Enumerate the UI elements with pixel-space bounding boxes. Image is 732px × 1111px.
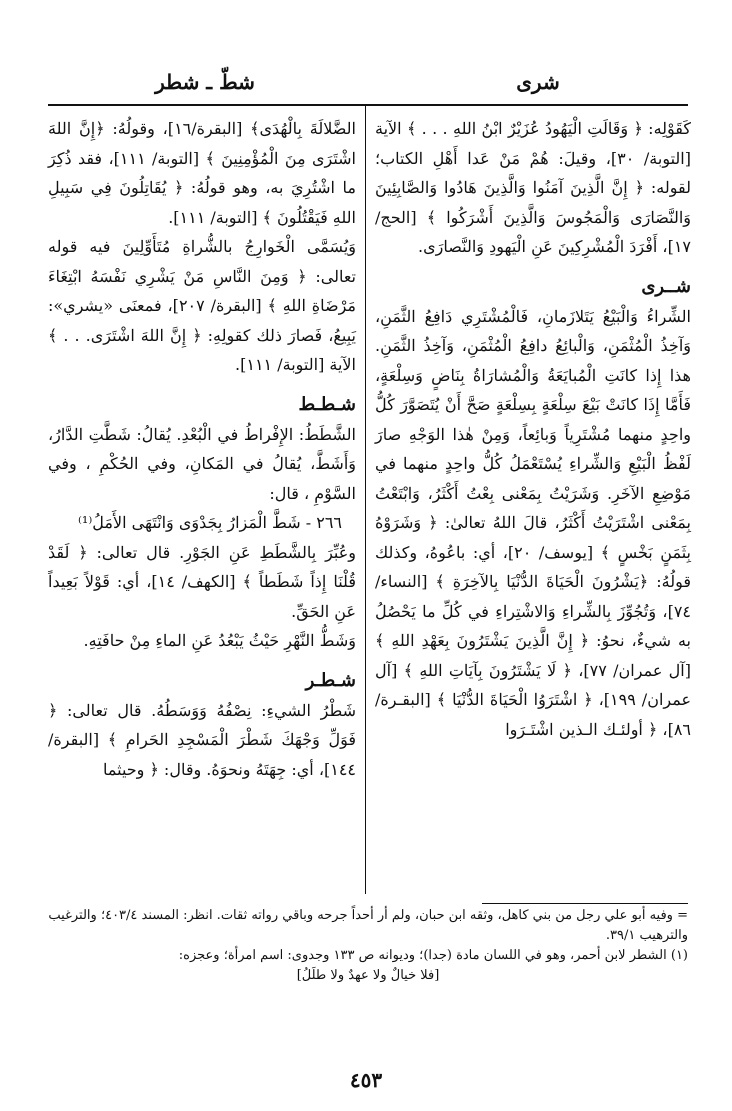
poetry-verse: ٢٦٦ - شَطَّ الْمَزارُ بِجَدْوَى وَانْتَهَى الأَمَلُ⁽¹⁾ [77, 513, 342, 532]
right-intro-paragraph: كَقَوْلِه: ﴿ وَقَالَتِ الْيَهُودُ عُزَيْرٌ ابْنُ اللهِ . . . ﴾ الآية [التوبة/ ٣٠]، وقيلَ: هُمْ مَنْ عَدا أَهْلِ الكتاب؛ لقوله: ﴿ إِنَّ الَّذِينَ آمَنُوا وَالَّذِينَ هَادُوا وَالصَّابِئِينَ وَالنَّصَارَى وَالْمَجُوسَ وَالَّذِينَ أَشْرَكُوا ﴾ [الحج/ ١٧]، أَفْرَدَ الْمُشْرِكِينَ عَنِ الْيَهودِ وَالنَّصارَى. [375, 119, 691, 256]
footnote-1-verse: [فلا خيالٌ ولا عهدٌ ولا طلَلُ] [296, 968, 440, 983]
footnote-continued: = وفيه أبو علي رجل من بني كاهل، وثقه ابن حبان، ولم أر أحداً جرحه وباقي رواته ثقات. انظر: المسند ٤٠٣/٤؛ والترغيب والترهيب ٣٩/١. [48, 908, 688, 943]
running-header-right: شرى [516, 70, 560, 94]
footnote-1: (١) الشطر لابن أحمر، وهو في اللسان مادة (جدا)؛ وديوانه ص ١٣٣ وجدوى: اسم امرأة؛ وعجزه: [178, 948, 688, 963]
shara-entry-body: الشِّراءُ وَالْبَيْعُ يَتَلازَمانِ، فَالْمُشْتَرِي دَافِعُ الثَّمَنِ، وَآخِذُ الْمُثْمَنِ، وَالْبائِعُ دافِعُ الْمُثْمَنِ، وَآخِذُ الثَّمَنِ. هذا إِذا كانَتِ الْمُبايَعَةُ وَالْمُشارَاةُ بِنَاضٍ وَسِلْعَةٍ، فَأَمَّا إِذَا كانَتْ بَيْعَ سِلْعَةٍ بِسِلْعَةٍ صَحَّ أَنْ يُتَصَوَّرَ كُلُّ واحِدٍ منهما مُشْتَرِياً وَبائِعاً، وَمِنْ هٰذا الوَجْهِ صارَ لَفْظُ الْبَيْعِ وَالشِّراءِ يُسْتَعْمَلُ كُلُّ واحِدٍ منهما في مَوْضِعِ الآخَرِ. وَشَرَيْتُ بِمَعْنى بِعْتُ أَكْثَرُ، وَابْتَعْتُ بِمَعْنى اشْتَرَيْتُ أَكْثَرُ، قالَ اللهُ تعالىٰ: ﴿ وَشَرَوْهُ بِثَمَنٍ بَخْسٍ ﴾ [يوسف/ ٢٠]، أي: باعُوهُ، وكذلك قولُهُ: ﴿يَشْرُونَ الْحَيَاةَ الدُّنْيَا بِالآخِرَةِ ﴾ [النساء/ ٧٤]، وَتُجُوِّزَ بِالشِّراءِ وَالاشْتِراءِ في كُلِّ ما يَحْصُلُ به شيءٌ، نحوُ: ﴿ إِنَّ الَّذِينَ يَشْتَرُونَ بِعَهْدِ اللهِ ﴾ [آل عمران/ ٧٧]، ﴿ لَا يَشْتَرُونَ بِآيَاتِ اللهِ ﴾ [آل عمران/ ١٩٩]، ﴿ اشْتَرَوُا الْحَيَاةَ الدُّنْيَا ﴾ [البقـرة/ ٨٦]، ﴿ أولئـك الـذين اشْتَـرَوا [375, 306, 692, 739]
right-column [375, 114, 691, 744]
header-rule [48, 104, 688, 106]
khawarij-paragraph: وَيُسَمَّى الْخَوارِجُ بالشُّراةِ مُتَأَوِّلِينَ فيه قوله تعالى: ﴿ وَمِنَ النَّاسِ مَنْ يَشْرِي نَفْسَهُ ابْتِغَاءَ مَرْضَاةِ اللهِ ﴾ [البقرة/ ٢٠٧]، فمعنَى «يشري»: يَبِيعُ، فَصارَ ذلك كقولِهِ: ﴿ إِنَّ اللهَ اشْتَرَى. . . ﴾ الآية [التوبة/ ١١١]. [48, 237, 357, 374]
shatr-entry-body: شَطْرُ الشيءِ: نِصْفُهُ وَوَسَطُهُ. قال تعالى: ﴿ فَوَلِّ وَجْهَكَ شَطْرَ الْمَسْجِدِ الحَرامِ ﴾ [البقرة/ ١٤٤]، أي: جِهَتَهُ ونحوَهُ. وقال: ﴿ وحيثما [48, 700, 356, 779]
footnote-rule [482, 903, 688, 904]
page-number: ٤٥٣ [349, 1068, 383, 1092]
section-title-shatr: شـطـر [305, 669, 356, 691]
shatat-continuation: وعُبِّرَ بِالشَّطَطِ عَنِ الجَوْرِ. قال تعالى: ﴿ لَقَدْ قُلْنَا إِذاً شَطَطاً ﴾ [الكهف/ ١٤]، أي: قَوْلاً بَعِيداً عَنِ الحَقِّ. [48, 542, 357, 621]
footnotes [48, 906, 688, 986]
shatat-entry-body: الشَّطَطُ: الإِفْراطُ في الْبُعْدِ. يُقالُ: شَطَّتِ الدَّارُ، وَأَشَطَّ، يُقالُ في المَكانِ، وفي الحُكْمِ ، وفي السَّوْمِ ، قال: [48, 424, 356, 503]
section-title-shara: شــرى [641, 275, 691, 297]
running-header-left: شطّ ـ شطر [155, 70, 255, 94]
shatt-river-note: وَشَطُّ النَّهْرِ حَيْثُ يَبْعُدُ عَنِ الماءِ مِنْ حافَتِهِ. [83, 631, 356, 650]
left-intro-paragraph: الضَّلالَةَ بِالْهُدَى﴾ [البقرة/١٦]، وقولُهُ: ﴿إِنَّ اللهَ اشْتَرَى مِنَ الْمُؤْمِنِينَ ﴾ [التوبة/ ١١١]، فقد ذُكِرَ ما اشْتُرِيَ به، وهو قولُهُ: ﴿ يُقَاتِلُونَ فِي سَبِيلِ اللهِ فَيَقْتُلُونَ ﴾ [التوبة/ ١١١]. [48, 119, 357, 227]
column-divider [365, 106, 366, 894]
left-column [48, 114, 356, 784]
section-title-shatat: شـطـط [298, 393, 356, 415]
